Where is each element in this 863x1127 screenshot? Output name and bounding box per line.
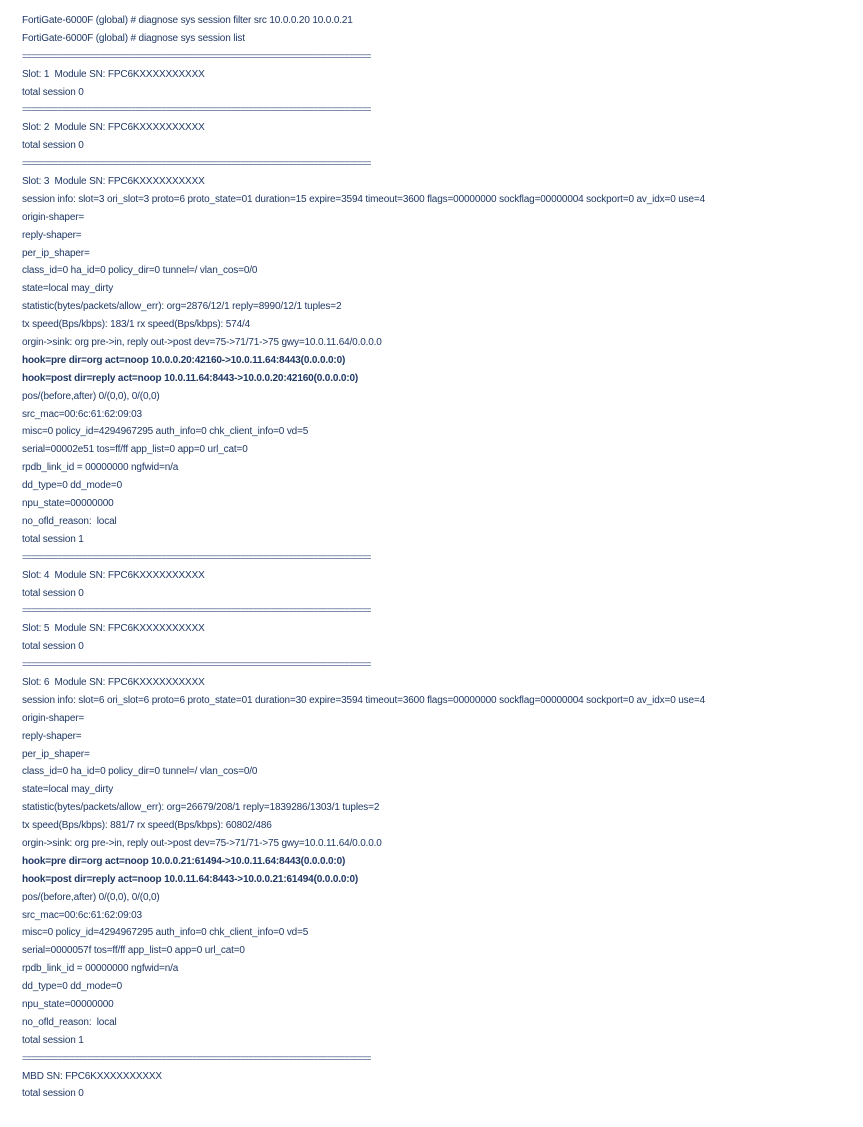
output-line: reply-shaper= [22, 229, 82, 241]
output-line: Slot: 6 Module SN: FPC6KXXXXXXXXXX [22, 676, 205, 688]
hook-line: hook=pre dir=org act=noop 10.0.0.21:61494->10.0.11.64:8443(0.0.0.0:0) [22, 855, 346, 867]
output-line: session info: slot=3 ori_slot=3 proto=6 proto_state=01 duration=15 expire=3594 timeout=3600 flags=00000000 sockflag=00000004 sockport=0 av_idx=0 use=4 [22, 193, 706, 205]
output-line: state=local may_dirty [22, 784, 114, 796]
output-line: serial=00002e51 tos=ff/ff app_list=0 app=0 url_cat=0 [22, 444, 248, 456]
output-line: statistic(bytes/packets/allow_err): org=2876/12/1 reply=8990/12/1 tuples=2 [22, 301, 342, 313]
output-line: total session 1 [22, 1034, 84, 1046]
output-line: total session 1 [22, 533, 84, 545]
output-line: total session 0 [22, 140, 84, 152]
output-line: session info: slot=6 ori_slot=6 proto=6 proto_state=01 duration=30 expire=3594 timeout=3600 flags=00000000 sockflag=00000004 sockport=0 av_idx=0 use=4 [22, 694, 706, 706]
output-line: statistic(bytes/packets/allow_err): org=26679/208/1 reply=1839286/1303/1 tuples=2 [22, 802, 380, 814]
output-line: serial=0000057f tos=ff/ff app_list=0 app=0 url_cat=0 [22, 945, 245, 957]
output-line: misc=0 policy_id=4294967295 auth_info=0 chk_client_info=0 vd=5 [22, 426, 309, 438]
output-line: per_ip_shaper= [22, 748, 90, 760]
output-line: Slot: 3 Module SN: FPC6KXXXXXXXXXX [22, 176, 205, 188]
output-line: pos/(before,after) 0/(0,0), 0/(0,0) [22, 390, 160, 402]
output-line: misc=0 policy_id=4294967295 auth_info=0 chk_client_info=0 vd=5 [22, 927, 309, 939]
output-line: origin-shaper= [22, 712, 85, 724]
output-line: orgin->sink: org pre->in, reply out->post dev=75->71/71->75 gwy=10.0.11.64/0.0.0.0 [22, 837, 382, 849]
output-line: no_ofld_reason: local [22, 1016, 117, 1028]
output-line: pos/(before,after) 0/(0,0), 0/(0,0) [22, 891, 160, 903]
command-line: FortiGate-6000F (global) # diagnose sys session filter src 10.0.0.20 10.0.0.21 [22, 15, 353, 26]
output-line: rpdb_link_id = 00000000 ngfwid=n/a [22, 462, 179, 474]
separator-line: ================================================================================ [22, 158, 371, 169]
hook-line: hook=post dir=reply act=noop 10.0.11.64:8443->10.0.0.20:42160(0.0.0.0:0) [22, 372, 359, 384]
output-line: Slot: 1 Module SN: FPC6KXXXXXXXXXX [22, 68, 205, 80]
output-line: orgin->sink: org pre->in, reply out->post dev=75->71/71->75 gwy=10.0.11.64/0.0.0.0 [22, 337, 382, 349]
output-line: state=local may_dirty [22, 283, 114, 295]
output-line: total session 0 [22, 587, 84, 599]
output-line: total session 0 [22, 1088, 84, 1100]
output-line: total session 0 [22, 86, 84, 98]
output-line: tx speed(Bps/kbps): 183/1 rx speed(Bps/kbps): 574/4 [22, 319, 251, 331]
output-line: src_mac=00:6c:61:62:09:03 [22, 408, 142, 420]
output-line: origin-shaper= [22, 211, 85, 223]
hook-line: hook=post dir=reply act=noop 10.0.11.64:8443->10.0.0.21:61494(0.0.0.0:0) [22, 873, 359, 885]
output-line: no_ofld_reason: local [22, 515, 117, 527]
separator-line: ================================================================================ [22, 551, 371, 562]
output-line: tx speed(Bps/kbps): 881/7 rx speed(Bps/kbps): 60802/486 [22, 820, 272, 832]
cli-output [22, 12, 852, 1103]
command-line: FortiGate-6000F (global) # diagnose sys session list [22, 32, 245, 44]
output-line: class_id=0 ha_id=0 policy_dir=0 tunnel=/ vlan_cos=0/0 [22, 766, 258, 778]
output-line: total session 0 [22, 641, 84, 653]
output-line: rpdb_link_id = 00000000 ngfwid=n/a [22, 963, 179, 975]
separator-line: ================================================================================ [22, 1052, 371, 1063]
output-line: Slot: 4 Module SN: FPC6KXXXXXXXXXX [22, 569, 205, 581]
output-line: per_ip_shaper= [22, 247, 90, 259]
hook-line: hook=pre dir=org act=noop 10.0.0.20:42160->10.0.11.64:8443(0.0.0.0:0) [22, 354, 346, 366]
output-line: dd_type=0 dd_mode=0 [22, 480, 123, 492]
separator-line: ================================================================================ [22, 659, 371, 670]
output-line: src_mac=00:6c:61:62:09:03 [22, 909, 142, 921]
separator-line: ================================================================================ [22, 104, 371, 115]
output-line: reply-shaper= [22, 730, 82, 742]
separator-line: ================================================================================ [22, 50, 371, 61]
output-line: Slot: 2 Module SN: FPC6KXXXXXXXXXX [22, 122, 205, 134]
output-line: MBD SN: FPC6KXXXXXXXXXX [22, 1070, 162, 1082]
separator-line: ================================================================================ [22, 605, 371, 616]
output-line: npu_state=00000000 [22, 998, 114, 1010]
output-line: dd_type=0 dd_mode=0 [22, 981, 123, 993]
output-line: npu_state=00000000 [22, 498, 114, 510]
output-line: class_id=0 ha_id=0 policy_dir=0 tunnel=/ vlan_cos=0/0 [22, 265, 258, 277]
output-line: Slot: 5 Module SN: FPC6KXXXXXXXXXX [22, 623, 205, 635]
